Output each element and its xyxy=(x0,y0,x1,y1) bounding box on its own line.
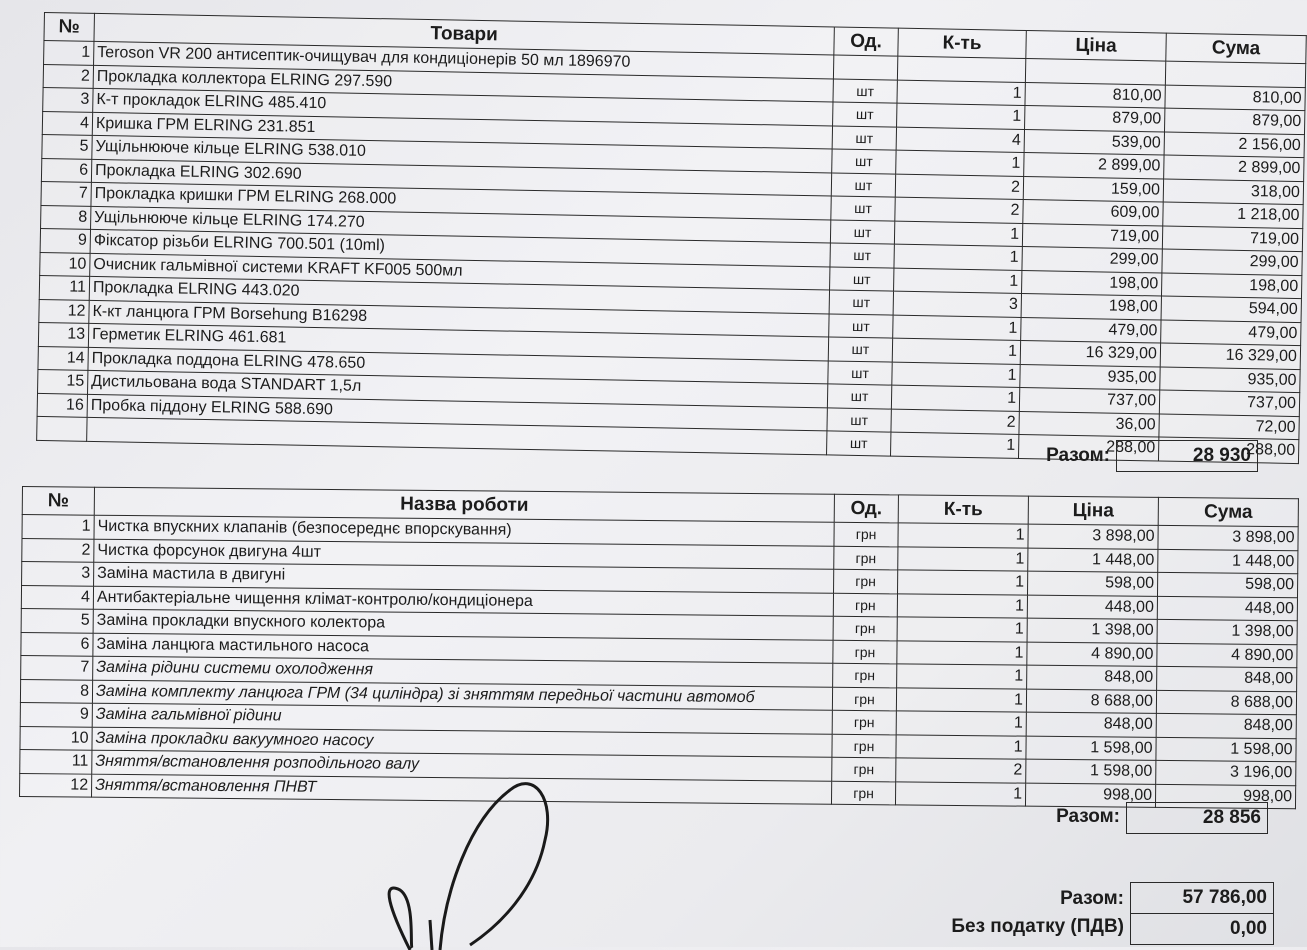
row-price: 1 398,00 xyxy=(1027,618,1157,643)
row-price: 8 688,00 xyxy=(1026,689,1156,714)
row-num: 8 xyxy=(20,679,92,703)
row-num: 10 xyxy=(20,726,92,750)
row-qty: 1 xyxy=(898,523,1028,548)
row-qty: 1 xyxy=(896,150,1024,176)
works-col-name: Назва роботи xyxy=(94,487,834,522)
row-sum: 879,00 xyxy=(1164,108,1304,134)
row-unit: грн xyxy=(834,569,898,593)
row-unit: грн xyxy=(833,593,897,617)
row-num: 16 xyxy=(37,393,87,417)
works-table xyxy=(19,486,1299,809)
row-unit: шт xyxy=(832,125,896,150)
row-sum: 318,00 xyxy=(1163,179,1303,205)
row-qty: 1 xyxy=(898,570,1028,595)
row-price: 1 448,00 xyxy=(1028,548,1158,573)
row-unit: шт xyxy=(831,172,895,197)
row-name: Чистка форсунок двигуна 4шт xyxy=(94,539,834,570)
row-price: 719,00 xyxy=(1022,223,1162,249)
row-name: Ущільнююче кільце ELRING 174.270 xyxy=(91,206,831,243)
row-unit: грн xyxy=(834,522,898,546)
row-name: Прокладка поддона ELRING 478.650 xyxy=(88,347,828,384)
row-num: 4 xyxy=(21,585,93,609)
row-sum: 2 156,00 xyxy=(1164,132,1304,158)
row-qty: 4 xyxy=(896,127,1024,153)
row-price: 609,00 xyxy=(1023,199,1163,225)
row-name: Заміна гальмівної рідини xyxy=(92,703,832,734)
row-num: 14 xyxy=(38,346,88,370)
row-price: 479,00 xyxy=(1021,317,1161,343)
row-price: 198,00 xyxy=(1021,293,1161,319)
row-sum: 288,00 xyxy=(1158,437,1298,463)
row-qty: 1 xyxy=(897,617,1027,642)
row-sum: 848,00 xyxy=(1156,713,1296,738)
row-num: 4 xyxy=(42,111,92,135)
row-name: Фіксатор різьби ELRING 700.501 (10ml) xyxy=(90,229,830,266)
row-num: 7 xyxy=(41,181,91,205)
row-qty: 1 xyxy=(892,362,1020,388)
row-unit: шт xyxy=(827,407,891,432)
row-num: 12 xyxy=(39,299,89,323)
row-num: 10 xyxy=(40,252,90,276)
row-qty: 1 xyxy=(892,338,1020,364)
row-sum: 448,00 xyxy=(1157,596,1297,621)
row-name: Прокладка кришки ГРМ ELRING 268.000 xyxy=(91,182,831,219)
row-name: Очисник гальмівної системи KRAFT KF005 500мл xyxy=(90,253,830,290)
works-col-qty: К-ть xyxy=(898,495,1028,524)
row-qty: 1 xyxy=(897,593,1027,618)
row-sum: 935,00 xyxy=(1160,367,1300,393)
row-qty: 1 xyxy=(891,385,1019,411)
row-name: Прокладка ELRING 302.690 xyxy=(91,159,831,196)
row-name: Зняття/встановлення розподільного валу xyxy=(92,750,832,781)
row-num: 7 xyxy=(21,655,93,679)
goods-total-label: Разом: xyxy=(1046,445,1110,466)
row-unit: грн xyxy=(832,687,896,711)
row-unit: шт xyxy=(828,337,892,362)
row-sum xyxy=(1165,61,1305,87)
row-qty: 1 xyxy=(897,640,1027,665)
row-name: Зняття/встановлення ПНВТ xyxy=(92,774,832,805)
row-price: 159,00 xyxy=(1023,176,1163,202)
row-sum: 1 398,00 xyxy=(1157,619,1297,644)
row-qty: 2 xyxy=(896,758,1026,783)
row-name: Кришка ГРМ ELRING 231.851 xyxy=(92,112,832,149)
row-price: 2 899,00 xyxy=(1024,152,1164,178)
goods-total-value: 28 930 xyxy=(1116,440,1258,472)
row-num: 2 xyxy=(43,64,93,88)
works-col-unit: Од. xyxy=(834,494,898,523)
goods-col-qty: К-ть xyxy=(898,28,1026,58)
row-name: Заміна ланцюга мастильного насоса xyxy=(93,633,833,664)
row-num: 1 xyxy=(44,41,94,65)
row-unit: шт xyxy=(827,384,891,409)
row-unit: шт xyxy=(827,431,891,456)
works-body xyxy=(20,515,1299,809)
goods-body xyxy=(37,41,1306,464)
row-price: 848,00 xyxy=(1026,712,1156,737)
works-col-num: № xyxy=(22,487,94,516)
row-qty: 1 xyxy=(896,687,1026,712)
signature-scribble xyxy=(360,760,600,950)
row-num: 13 xyxy=(38,322,88,346)
row-sum: 1 218,00 xyxy=(1163,202,1303,228)
row-sum: 810,00 xyxy=(1165,85,1305,111)
row-qty: 1 xyxy=(891,432,1019,458)
row-price: 539,00 xyxy=(1024,129,1164,155)
row-num: 15 xyxy=(38,369,88,393)
goods-col-unit: Од. xyxy=(834,27,899,56)
row-name: Прокладка коллектора ELRING 297.590 xyxy=(93,65,833,102)
row-unit: грн xyxy=(833,640,897,664)
row-price: 935,00 xyxy=(1020,364,1160,390)
goods-col-sum: Сума xyxy=(1166,33,1306,64)
row-price: 4 890,00 xyxy=(1027,642,1157,667)
row-name: Чистка впускних клапанів (безпосереднє впорскування) xyxy=(94,515,834,546)
row-name: Прокладка ELRING 443.020 xyxy=(89,276,829,313)
row-unit: шт xyxy=(829,290,893,315)
row-num: 8 xyxy=(41,205,91,229)
row-qty: 1 xyxy=(897,80,1025,106)
row-unit: грн xyxy=(833,663,897,687)
row-price: 598,00 xyxy=(1028,571,1158,596)
row-num: 2 xyxy=(22,538,94,562)
row-name: Дистильована вода STANDART 1,5л xyxy=(88,370,828,407)
row-unit xyxy=(833,55,897,80)
row-unit: шт xyxy=(830,266,894,291)
row-unit: шт xyxy=(833,78,897,103)
row-sum: 16 329,00 xyxy=(1160,343,1300,369)
row-price: 299,00 xyxy=(1022,246,1162,272)
row-qty: 1 xyxy=(898,546,1028,571)
row-qty: 1 xyxy=(897,664,1027,689)
row-price: 16 329,00 xyxy=(1020,340,1160,366)
row-unit: шт xyxy=(829,313,893,338)
row-qty: 1 xyxy=(893,315,1021,341)
row-price: 36,00 xyxy=(1019,411,1159,437)
row-sum: 479,00 xyxy=(1161,320,1301,346)
row-qty: 1 xyxy=(896,734,1026,759)
row-num: 6 xyxy=(21,632,93,656)
row-qty: 1 xyxy=(894,221,1022,247)
row-qty: 2 xyxy=(891,409,1019,435)
row-price: 1 598,00 xyxy=(1026,736,1156,761)
row-num: 5 xyxy=(42,134,92,158)
row-name: Заміна рідини системи охолодження xyxy=(93,656,833,687)
row-sum: 719,00 xyxy=(1162,226,1302,252)
row-num: 11 xyxy=(20,749,92,773)
row-unit: шт xyxy=(828,360,892,385)
works-total-value: 28 856 xyxy=(1126,802,1268,834)
row-price: 1 598,00 xyxy=(1026,759,1156,784)
row-sum: 72,00 xyxy=(1159,414,1299,440)
row-name: Антибактеріальне чищення клімат-контролю/кондиціонера xyxy=(93,586,833,617)
row-qty: 2 xyxy=(895,197,1023,223)
row-name: Ущільнююче кільце ELRING 538.010 xyxy=(92,135,832,172)
row-sum: 299,00 xyxy=(1162,249,1302,275)
row-sum: 3 898,00 xyxy=(1158,525,1298,550)
row-num xyxy=(37,416,87,440)
row-name: К-кт ланцюга ГРМ Borsehung B16298 xyxy=(89,300,829,337)
vat-label: Без податку (ПДВ) xyxy=(951,916,1124,937)
row-price: 448,00 xyxy=(1027,595,1157,620)
row-num: 3 xyxy=(43,87,93,111)
row-name: Пробка піддону ELRING 588.690 xyxy=(87,394,827,431)
row-sum: 198,00 xyxy=(1161,273,1301,299)
row-unit: шт xyxy=(833,102,897,127)
row-qty: 3 xyxy=(893,291,1021,317)
row-num: 11 xyxy=(39,275,89,299)
row-price: 810,00 xyxy=(1025,82,1165,108)
row-unit: грн xyxy=(834,546,898,570)
row-name: Заміна прокладки вакуумного насосу xyxy=(92,727,832,758)
row-price: 288,00 xyxy=(1018,434,1158,460)
row-num: 5 xyxy=(21,608,93,632)
works-total-label: Разом: xyxy=(1056,806,1120,827)
row-sum: 2 899,00 xyxy=(1164,155,1304,181)
row-sum: 737,00 xyxy=(1159,390,1299,416)
row-sum: 998,00 xyxy=(1155,784,1295,809)
row-num: 1 xyxy=(22,515,94,539)
row-price: 198,00 xyxy=(1022,270,1162,296)
row-qty: 1 xyxy=(897,103,1025,129)
row-name: Teroson VR 200 антисептик-очищувач для кондиціонерів 50 мл 1896970 xyxy=(94,41,834,78)
row-name: К-т прокладок ELRING 485.410 xyxy=(93,88,833,125)
row-name: Заміна мастила в двигуні xyxy=(94,562,834,593)
row-price: 737,00 xyxy=(1019,387,1159,413)
row-sum: 594,00 xyxy=(1161,296,1301,322)
goods-col-num: № xyxy=(44,13,95,42)
row-unit: шт xyxy=(830,243,894,268)
goods-col-name: Товари xyxy=(94,13,834,55)
row-price: 848,00 xyxy=(1027,665,1157,690)
row-name: Заміна прокладки впускного колектора xyxy=(93,609,833,640)
row-price: 3 898,00 xyxy=(1028,524,1158,549)
row-qty: 2 xyxy=(895,174,1023,200)
row-sum: 598,00 xyxy=(1157,572,1297,597)
goods-table xyxy=(36,12,1307,464)
row-name: Герметик ELRING 461.681 xyxy=(88,323,828,360)
vat-value: 0,00 xyxy=(1130,913,1274,945)
works-col-sum: Сума xyxy=(1158,497,1298,526)
row-unit: грн xyxy=(832,710,896,734)
row-num: 12 xyxy=(20,773,92,797)
row-unit: грн xyxy=(831,781,895,805)
row-unit: грн xyxy=(832,757,896,781)
row-unit: шт xyxy=(830,219,894,244)
row-sum: 1 598,00 xyxy=(1156,737,1296,762)
row-qty: 1 xyxy=(896,711,1026,736)
row-unit: шт xyxy=(832,149,896,174)
grand-total-value: 57 786,00 xyxy=(1130,882,1274,914)
row-sum: 1 448,00 xyxy=(1158,549,1298,574)
works-col-price: Ціна xyxy=(1028,496,1158,525)
row-unit: грн xyxy=(833,616,897,640)
row-price: 879,00 xyxy=(1025,105,1165,131)
row-sum: 4 890,00 xyxy=(1157,643,1297,668)
row-num: 9 xyxy=(40,228,90,252)
row-qty: 1 xyxy=(895,781,1025,806)
row-num: 9 xyxy=(20,702,92,726)
row-sum: 8 688,00 xyxy=(1156,690,1296,715)
row-qty: 1 xyxy=(894,244,1022,270)
goods-col-price: Ціна xyxy=(1026,31,1166,62)
grand-total-label: Разом: xyxy=(1060,888,1124,909)
row-sum: 848,00 xyxy=(1157,666,1297,691)
row-qty: 1 xyxy=(894,268,1022,294)
row-unit: шт xyxy=(831,196,895,221)
row-num: 6 xyxy=(41,158,91,182)
row-unit: грн xyxy=(832,734,896,758)
row-name: Заміна комплекту ланцюга ГРМ (34 циліндра) зі зняттям передньої частини автомоб xyxy=(92,680,832,711)
row-price: 998,00 xyxy=(1025,783,1155,808)
row-price xyxy=(1025,58,1165,84)
row-num: 3 xyxy=(22,562,94,586)
row-sum: 3 196,00 xyxy=(1156,760,1296,785)
row-qty xyxy=(897,56,1025,82)
